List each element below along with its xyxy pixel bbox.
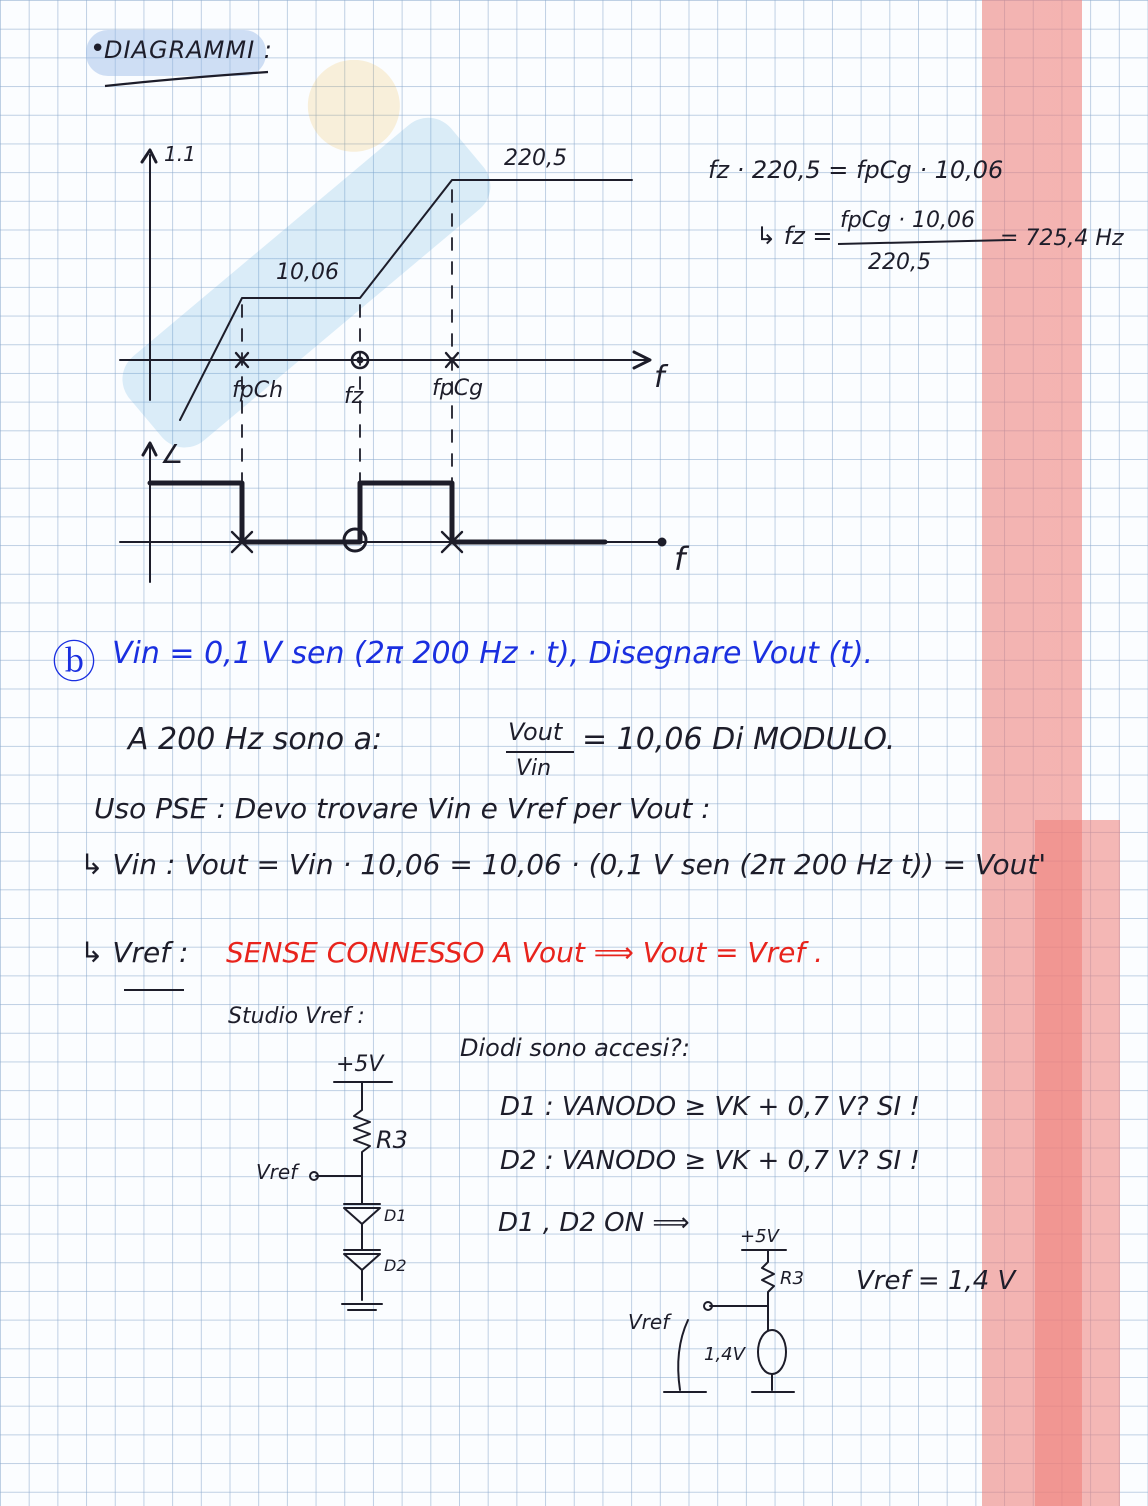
d1-label: D1: [384, 1206, 407, 1225]
vref2-label: Vref: [628, 1310, 670, 1334]
formula-line2-den: 220,5: [868, 250, 931, 275]
heading-bullet: •: [90, 34, 106, 64]
supply-label: +5V: [336, 1052, 384, 1077]
vref-result: Vref = 1,4 V: [856, 1266, 1016, 1296]
analysis-line1-pre: A 200 Hz sono a:: [128, 722, 383, 757]
magnitude-axis-label: 1.1: [164, 142, 196, 166]
fpch-label: fpCh: [232, 378, 284, 403]
vref-node-label: Vref: [256, 1160, 298, 1184]
analysis-line4-red: SENSE CONNESSO A Vout ⟹ Vout = Vref .: [226, 936, 823, 969]
level-low-label: 10,06: [276, 260, 339, 285]
r3b-label: R3: [780, 1268, 804, 1289]
diode-question: Diodi sono accesi?:: [460, 1034, 690, 1062]
analysis-line4-label: ↳ Vref :: [80, 936, 189, 969]
formula-line2-num: fpCg · 10,06: [840, 208, 975, 233]
section-heading: DIAGRAMMI :: [104, 36, 273, 64]
formula-line2-lhs: ↳ fz =: [756, 222, 833, 250]
diode-q-d2: D2 : VANODO ≥ VK + 0,7 V? SI !: [500, 1146, 920, 1176]
part-b-marker: ⓑ: [52, 637, 96, 688]
study-title: Studio Vref :: [228, 1004, 365, 1029]
part-b-statement: Vin = 0,1 V sen (2π 200 Hz · t), Disegnare Vout (t).: [112, 636, 874, 671]
formula-line1: fz · 220,5 = fpCg · 10,06: [708, 156, 1004, 184]
diode-q-d1: D1 : VANODO ≥ VK + 0,7 V? SI !: [500, 1092, 920, 1122]
phase-axis-label: ∠: [160, 440, 184, 470]
supply2-label: +5V: [740, 1226, 779, 1247]
analysis-line3: ↳ Vin : Vout = Vin · 10,06 = 10,06 · (0,1 V sen (2π 200 Hz t)) = Vout': [80, 848, 1047, 881]
level-high-label: 220,5: [504, 146, 567, 171]
analysis-line1-post: = 10,06 Di MODULO.: [582, 722, 896, 757]
magnitude-f-label: f: [654, 360, 665, 395]
formula-line2-result: = 725,4 Hz: [1000, 226, 1124, 251]
phase-f-label: f: [674, 540, 686, 578]
analysis-frac-den: Vin: [516, 756, 552, 781]
fpcg-label: fpCg: [432, 376, 484, 401]
diodes-on-conclusion: D1 , D2 ON ⟹: [498, 1208, 690, 1238]
d2-label: D2: [384, 1256, 407, 1275]
analysis-line2: Uso PSE : Devo trovare Vin e Vref per Vout :: [94, 792, 711, 825]
source-label: 1,4V: [704, 1344, 745, 1365]
analysis-frac-num: Vout: [508, 718, 563, 746]
fz-label: fz: [344, 384, 364, 409]
r3-label: R3: [376, 1126, 408, 1154]
